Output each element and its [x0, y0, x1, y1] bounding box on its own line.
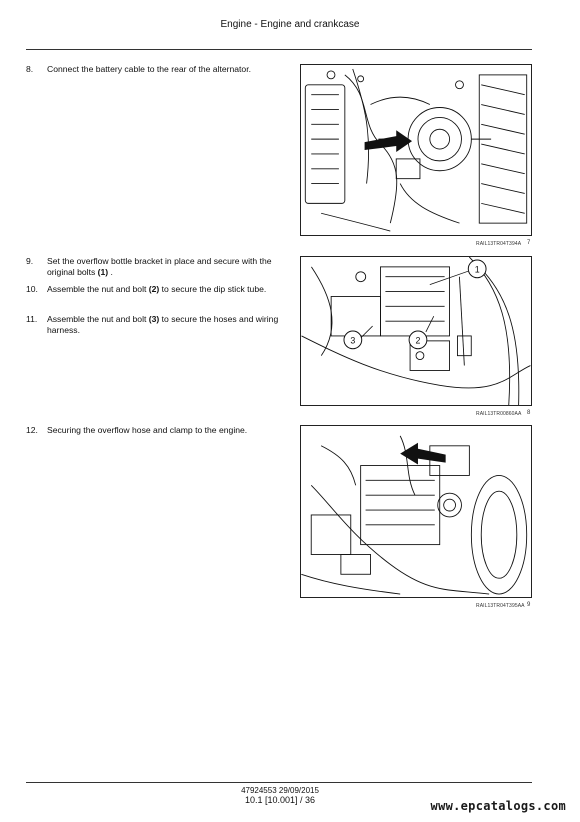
- callout-ref: (1): [97, 267, 109, 277]
- figure-number: 8: [527, 410, 531, 416]
- step-text: Assemble the nut and bolt (3) to secure the hoses and wiring harness.: [47, 314, 279, 335]
- figure-code: RAIL13TR04T395AA: [476, 603, 525, 609]
- step-text: Securing the overflow hose and clamp to the engine.: [47, 425, 248, 435]
- footer-page-number: 10.1 [10.001] / 36: [244, 795, 316, 805]
- callout-ref: (3): [148, 314, 160, 324]
- step-9: [26, 256, 282, 278]
- figure-code: RAIL13TR04T394A: [476, 241, 522, 247]
- callout-ref: (2): [148, 284, 160, 294]
- step-11: [26, 314, 282, 336]
- step-text: Assemble the nut and bolt (2) to secure the dip stick tube.: [47, 284, 267, 294]
- arrow-icon: [365, 130, 412, 152]
- step-text: Set the overflow bottle bracket in place and secure with the original bolts (1) .: [47, 256, 272, 277]
- footer-rule: [26, 782, 532, 783]
- callout-label: 3: [350, 335, 356, 346]
- figure-7-engine-illustration: [300, 64, 532, 236]
- figure-number: 7: [527, 240, 531, 246]
- step-number: 8.: [26, 64, 34, 74]
- step-text: Connect the battery cable to the rear of the alternator.: [47, 64, 251, 74]
- step-12: [26, 425, 282, 436]
- step-10: [26, 284, 282, 295]
- overflow-bracket-line-drawing: [301, 257, 531, 405]
- step-8: [26, 64, 282, 75]
- step-number: 12.: [26, 425, 38, 435]
- alternator-line-drawing: [301, 65, 531, 235]
- callout-label: 2: [415, 335, 421, 346]
- callout-1: [430, 260, 486, 285]
- footer-doc-id: 47924553 29/09/2015: [241, 786, 319, 795]
- figure-code: RAIL13TR00860AA: [476, 411, 522, 417]
- step-number: 11.: [26, 314, 38, 324]
- figure-8-engine-illustration: [300, 256, 532, 406]
- figure-9-engine-illustration: [300, 425, 532, 598]
- watermark-text: www.epcatalogs.com: [430, 799, 566, 813]
- page-header-title: Engine - Engine and crankcase: [220, 19, 360, 30]
- step-number: 9.: [26, 256, 34, 266]
- header-rule: [26, 49, 532, 50]
- step-number: 10.: [26, 284, 38, 294]
- figure-number: 9: [527, 602, 531, 608]
- callout-label: 1: [474, 264, 480, 275]
- overflow-hose-line-drawing: [301, 426, 531, 597]
- callout-3: [344, 326, 373, 349]
